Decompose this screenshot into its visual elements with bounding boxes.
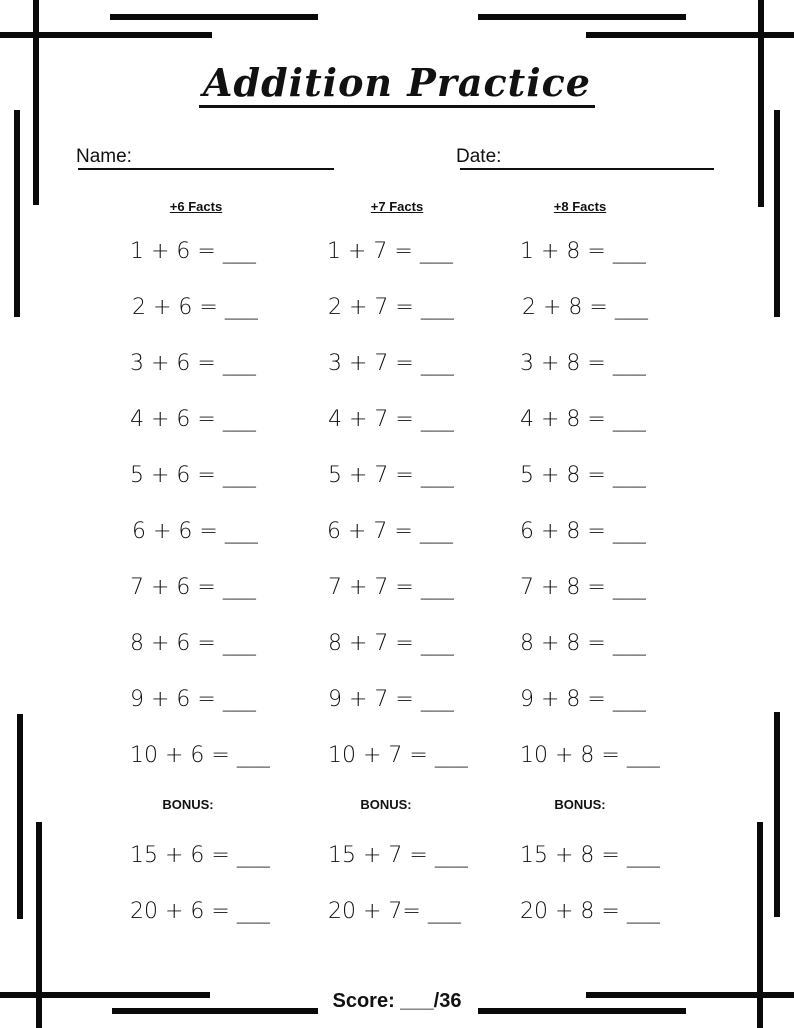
problem[interactable]: 8 + 7 = ___: [328, 631, 454, 656]
problem[interactable]: 3 + 8 = ___: [520, 351, 646, 376]
frame-bar: [14, 110, 20, 317]
problem[interactable]: 10 + 8 = ___: [520, 743, 660, 768]
problem[interactable]: 3 + 6 = ___: [130, 351, 256, 376]
problem[interactable]: 5 + 6 = ___: [130, 463, 256, 488]
bonus-problem[interactable]: 15 + 6 = ___: [130, 843, 270, 868]
bonus-problem[interactable]: 15 + 7 = ___: [328, 843, 468, 868]
problem[interactable]: 1 + 7 = ___: [327, 239, 453, 264]
problem[interactable]: 2 + 8 = ___: [522, 295, 648, 320]
problem[interactable]: 7 + 7 = ___: [328, 575, 454, 600]
frame-bar: [774, 110, 780, 317]
date-field[interactable]: [456, 146, 501, 168]
name-line: [78, 168, 334, 170]
date-label: Date:: [456, 146, 502, 167]
problem[interactable]: 10 + 7 = ___: [328, 743, 468, 768]
frame-bar: [110, 14, 318, 20]
bonus-problem[interactable]: 20 + 8 = ___: [520, 899, 660, 924]
problem[interactable]: 4 + 8 = ___: [520, 407, 646, 432]
frame-bar: [17, 714, 23, 919]
bonus-problem[interactable]: 20 + 6 = ___: [130, 899, 270, 924]
problem[interactable]: 2 + 6 = ___: [132, 295, 258, 320]
problem[interactable]: 4 + 7 = ___: [328, 407, 454, 432]
name-label: Name:: [76, 146, 132, 167]
problem[interactable]: 5 + 7 = ___: [328, 463, 454, 488]
frame-bar: [478, 14, 686, 20]
problem[interactable]: 6 + 8 = ___: [520, 519, 646, 544]
problem[interactable]: 10 + 6 = ___: [130, 743, 270, 768]
problem[interactable]: 5 + 8 = ___: [520, 463, 646, 488]
problem[interactable]: 1 + 8 = ___: [520, 239, 646, 264]
date-line: [460, 168, 714, 170]
column-heading: +8 Facts: [553, 199, 607, 214]
column-heading: +7 Facts: [370, 199, 424, 214]
frame-bar: [774, 712, 780, 917]
problem[interactable]: 2 + 7 = ___: [328, 295, 454, 320]
column-heading: +6 Facts: [169, 199, 223, 214]
problem[interactable]: 1 + 6 = ___: [130, 239, 256, 264]
problem[interactable]: 8 + 6 = ___: [130, 631, 256, 656]
problem[interactable]: 7 + 6 = ___: [130, 575, 256, 600]
problem[interactable]: 8 + 8 = ___: [520, 631, 646, 656]
problem[interactable]: 7 + 8 = ___: [520, 575, 646, 600]
bonus-problem[interactable]: 20 + 7= ___: [328, 899, 461, 924]
problem[interactable]: 6 + 7 = ___: [327, 519, 453, 544]
score-line[interactable]: Score: ___/36: [332, 990, 462, 1012]
page-title: Addition Practice: [0, 60, 794, 105]
problem[interactable]: 6 + 6 = ___: [132, 519, 258, 544]
name-field[interactable]: [76, 146, 132, 168]
frame-bar: [0, 32, 212, 38]
bonus-problem[interactable]: 15 + 8 = ___: [520, 843, 660, 868]
problem[interactable]: 3 + 7 = ___: [328, 351, 454, 376]
problem[interactable]: 4 + 6 = ___: [130, 407, 256, 432]
bonus-label: BONUS:: [360, 797, 412, 812]
bonus-label: BONUS:: [162, 797, 214, 812]
problem[interactable]: 9 + 8 = ___: [520, 687, 646, 712]
problem[interactable]: 9 + 6 = ___: [130, 687, 256, 712]
problem[interactable]: 9 + 7 = ___: [328, 687, 454, 712]
bonus-label: BONUS:: [554, 797, 606, 812]
